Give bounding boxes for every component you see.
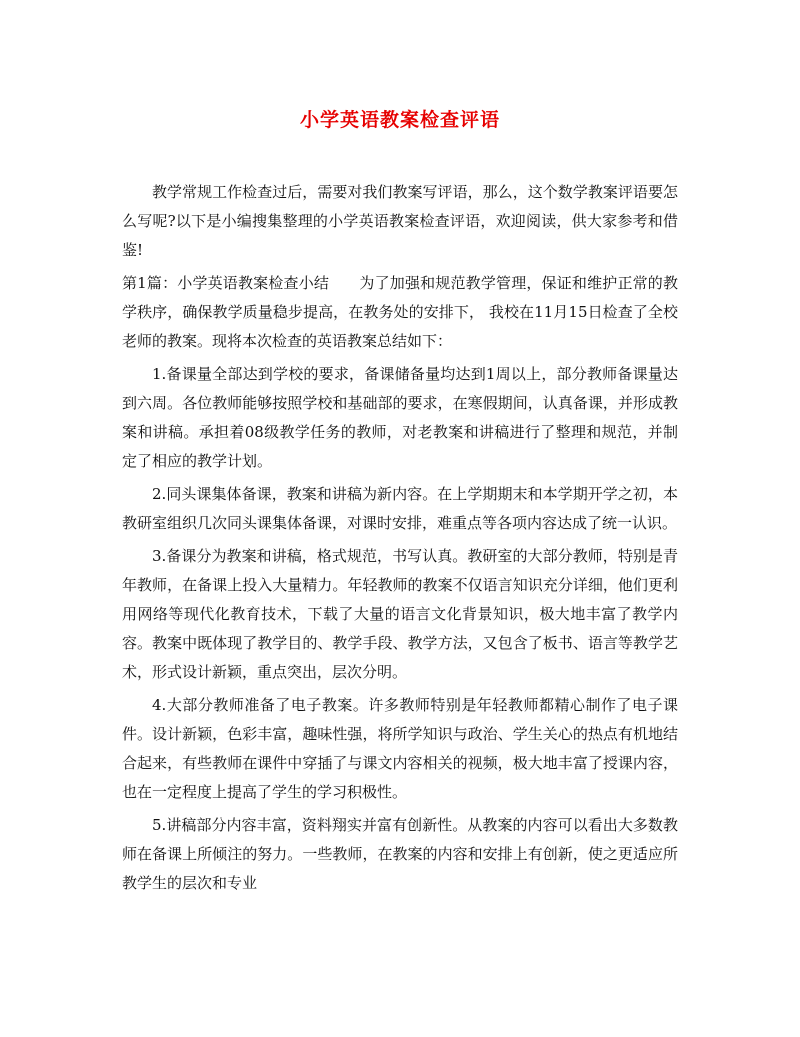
paragraph-intro: 教学常规工作检查过后，需要对我们教案写评语，那么，这个数学教案评语要怎么写呢?以下是小编搜集整理的小学英语教案检查评语，欢迎阅读，供大家参考和借鉴! [122, 183, 678, 259]
paragraph-item-1: 1.备课量全部达到学校的要求，备课储备量均达到1周以上，部分教师备课量达到六周。各位教师能够按照学校和基础部的要求，在寒假期间，认真备课，并形成教案和讲稿。承担着08级教学任务的教师，对老教案和讲稿进行了整理和规范，并制定了相应的教学计划。 [122, 365, 678, 470]
paragraph-item-2: 2.同头课集体备课，教案和讲稿为新内容。在上学期期末和本学期开学之初，本教研室组织几次同头课集体备课，对课时安排，难重点等各项内容达成了统一认识。 [122, 485, 678, 532]
document-body [122, 178, 678, 902]
paragraph-section-1: 第1篇：小学英语教案检查小结 为了加强和规范教学管理，保证和维护正常的教学秩序，确保教学质量稳步提高，在教务处的安排下， 我校在11月15日检查了全校老师的教案。现将本次检查的英语教案总结如下： [122, 274, 678, 350]
document-title: 小学英语教案检查评语 [299, 109, 500, 131]
paragraph-item-3: 3.备课分为教案和讲稿，格式规范，书写认真。教研室的大部分教师，特别是青年教师，在备课上投入大量精力。年轻教师的教案不仅语言知识充分详细，他们更利用网络等现代化教育技术，下载了大量的语言文化背景知识，极大地丰富了教学内容。教案中既体现了教学目的、教学手段、教学方法，又包含了板书、语言等教学艺术，形式设计新颖，重点突出，层次分明。 [122, 547, 678, 681]
paragraph-item-4: 4.大部分教师准备了电子教案。许多教师特别是年轻教师都精心制作了电子课件。设计新颖，色彩丰富，趣味性强，将所学知识与政治、学生关心的热点有机地结合起来，有些教师在课件中穿插了与课文内容相关的视频，极大地丰富了授课内容，也在一定程度上提高了学生的学习积极性。 [122, 696, 678, 801]
paragraph-item-5: 5.讲稿部分内容丰富，资料翔实并富有创新性。从教案的内容可以看出大多数教师在备课上所倾注的努力。一些教师，在教案的内容和安排上有创新，使之更适应所教学生的层次和专业 [122, 816, 678, 892]
